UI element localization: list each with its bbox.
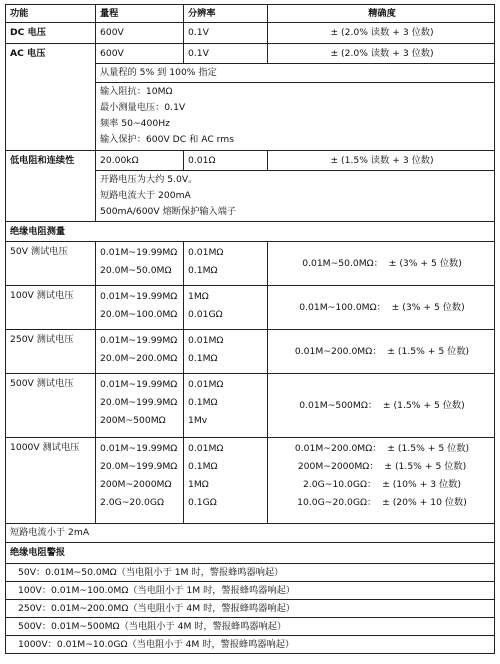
low-resistance-range: 20.00kΩ xyxy=(96,151,184,171)
accuracy-value: ± (1.5% + 5 位数) xyxy=(382,399,465,411)
insulation-range-cell xyxy=(96,286,184,330)
insulation-group-500v xyxy=(6,374,495,438)
insulation-range-cell xyxy=(96,330,184,374)
insulation-range-cell xyxy=(96,374,184,438)
resolution-value: 1MΩ xyxy=(188,479,209,490)
resolution-value: 1Mv xyxy=(188,415,208,426)
low-resistance-note-line: 短路电流大于 200mA xyxy=(100,190,191,201)
test-voltage-label: 50V 测试电压 xyxy=(6,242,96,286)
test-voltage-label: 1000V 测试电压 xyxy=(6,438,96,524)
accuracy-range: 0.01M~200.0MΩ： xyxy=(294,443,382,454)
insulation-accuracy-cell xyxy=(268,286,495,330)
ac-voltage-range: 600V xyxy=(96,44,184,64)
accuracy-line xyxy=(272,458,492,476)
range-value: 20.0M~199.9MΩ xyxy=(100,397,178,408)
dc-voltage-range: 600V xyxy=(96,23,184,44)
insulation-resolution-cell xyxy=(184,242,268,286)
alarm-item: 1000V：0.01M~10.0GΩ（当电阻小于 4M 时，警报蜂鸣器响起） xyxy=(6,636,495,654)
low-resistance-note-line: 500mA/600V 熔断保护输入端子 xyxy=(100,206,237,217)
alarm-row xyxy=(6,564,495,582)
insulation-accuracy-cell xyxy=(268,438,495,524)
insulation-group-100v xyxy=(6,286,495,330)
range-value: 200M~500MΩ xyxy=(100,415,166,426)
header-range: 量程 xyxy=(96,5,184,23)
range-value: 0.01M~19.99MΩ xyxy=(100,335,178,346)
accuracy-range: 0.01M~50.0MΩ： xyxy=(302,257,383,269)
header-function: 功能 xyxy=(6,5,96,23)
ac-voltage-accuracy: ± (2.0% 读数 + 3 位数) xyxy=(268,44,495,64)
header-accuracy: 精确度 xyxy=(268,5,495,23)
resolution-value: 0.01MΩ xyxy=(188,335,224,346)
ac-note-line: 输入阻抗：10MΩ xyxy=(100,86,173,97)
accuracy-line xyxy=(272,476,492,494)
dc-voltage-row xyxy=(6,23,495,44)
accuracy-value: ± (20% + 10 位数) xyxy=(382,497,467,508)
ac-note-line: 输入保护：600V DC 和 AC rms xyxy=(100,134,235,145)
accuracy-range: 0.01M~500MΩ： xyxy=(299,399,378,411)
insulation-range-cell xyxy=(96,242,184,286)
alarm-item: 50V：0.01M~50.0MΩ（当电阻小于 1M 时，警报蜂鸣器响起） xyxy=(6,564,495,582)
alarm-item: 250V：0.01M~200.0MΩ（当电阻小于 4M 时，警报蜂鸣器响起） xyxy=(6,600,495,618)
alarm-item: 500V：0.01M~500MΩ（当电阻小于 4M 时，警报蜂鸣器响起） xyxy=(6,618,495,636)
insulation-range-cell xyxy=(96,438,184,524)
accuracy-line xyxy=(272,255,492,273)
alarm-row xyxy=(6,582,495,600)
alarm-row xyxy=(6,600,495,618)
short-circuit-note: 短路电流小于 2mA xyxy=(6,524,495,543)
accuracy-range: 2.0G~10.0GΩ： xyxy=(303,479,377,490)
insulation-accuracy-cell xyxy=(268,330,495,374)
insulation-resolution-cell xyxy=(184,286,268,330)
low-resistance-note-line: 开路电压为大约 5.0V。 xyxy=(100,174,198,185)
spec-table xyxy=(5,4,495,654)
low-resistance-row xyxy=(6,151,495,171)
resolution-value: 0.1GΩ xyxy=(188,497,217,508)
alarm-row xyxy=(6,618,495,636)
range-value: 0.01M~19.99MΩ xyxy=(100,443,178,454)
test-voltage-label: 500V 测试电压 xyxy=(6,374,96,438)
insulation-title: 绝缘电阻测量 xyxy=(6,222,495,242)
accuracy-line xyxy=(272,299,492,317)
accuracy-line xyxy=(272,440,492,458)
ac-note-line: 频率 50~400Hz xyxy=(100,118,170,129)
range-value: 20.0M~50.0MΩ xyxy=(100,265,172,276)
resolution-value: 0.01MΩ xyxy=(188,443,224,454)
insulation-resolution-cell xyxy=(184,374,268,438)
alarm-title: 绝缘电阻警报 xyxy=(6,543,495,564)
accuracy-value: ± (1.5% + 5 位数) xyxy=(387,345,470,357)
accuracy-range: 0.01M~200.0MΩ： xyxy=(294,345,382,357)
accuracy-value: ± (1.5% + 5 位数) xyxy=(384,461,467,472)
accuracy-value: ± (3% + 5 位数) xyxy=(391,301,465,313)
range-value: 200M~2000MΩ xyxy=(100,479,172,490)
resolution-value: 0.1MΩ xyxy=(188,353,218,364)
insulation-resolution-cell xyxy=(184,330,268,374)
accuracy-value: ± (1.5% + 5 位数) xyxy=(387,443,470,454)
accuracy-range: 200M~2000MΩ： xyxy=(297,461,379,472)
header-resolution: 分辨率 xyxy=(184,5,268,23)
accuracy-line xyxy=(272,343,492,361)
ac-voltage-resolution: 0.1V xyxy=(184,44,268,64)
low-resistance-notes xyxy=(96,171,495,222)
dc-voltage-accuracy: ± (2.0% 读数 + 3 位数) xyxy=(268,23,495,44)
resolution-value: 0.01MΩ xyxy=(188,379,224,390)
range-value: 2.0G~20.0GΩ xyxy=(100,497,165,508)
alarm-item: 100V：0.01M~100.0MΩ（当电阻小于 1M 时，警报蜂鸣器响起） xyxy=(6,582,495,600)
accuracy-value: ± (3% + 5 位数) xyxy=(388,257,462,269)
insulation-accuracy-cell xyxy=(268,242,495,286)
test-voltage-label: 250V 测试电压 xyxy=(6,330,96,374)
ac-voltage-label: AC 电压 xyxy=(6,44,96,151)
alarm-title-row xyxy=(6,543,495,564)
test-voltage-label: 100V 测试电压 xyxy=(6,286,96,330)
header-row xyxy=(6,5,495,23)
resolution-value: 0.01GΩ xyxy=(188,309,223,320)
accuracy-value: ± (10% + 3 位数) xyxy=(382,479,461,490)
resolution-value: 0.01MΩ xyxy=(188,247,224,258)
ac-voltage-row xyxy=(6,44,495,64)
ac-note-line: 最小测量电压：0.1V xyxy=(100,102,186,113)
resolution-value: 0.1MΩ xyxy=(188,461,218,472)
insulation-group-250v xyxy=(6,330,495,374)
accuracy-line xyxy=(272,494,492,512)
range-value: 0.01M~19.99MΩ xyxy=(100,247,178,258)
insulation-title-row xyxy=(6,222,495,242)
accuracy-range: 0.01M~100.0MΩ： xyxy=(299,301,386,313)
insulation-resolution-cell xyxy=(184,438,268,524)
range-value: 20.0M~100.0MΩ xyxy=(100,309,178,320)
range-value: 0.01M~19.99MΩ xyxy=(100,379,178,390)
insulation-group-1000v xyxy=(6,438,495,524)
insulation-accuracy-cell xyxy=(268,374,495,438)
accuracy-line xyxy=(272,397,492,415)
range-value: 20.0M~200.0MΩ xyxy=(100,353,178,364)
resolution-value: 1MΩ xyxy=(188,291,209,302)
ac-voltage-note1: 从量程的 5% 到 100% 指定 xyxy=(96,64,495,83)
range-value: 0.01M~19.99MΩ xyxy=(100,291,178,302)
insulation-group-50v xyxy=(6,242,495,286)
ac-voltage-note2 xyxy=(96,83,495,151)
accuracy-range: 10.0G~20.0GΩ： xyxy=(297,497,377,508)
short-circuit-row xyxy=(6,524,495,543)
low-resistance-resolution: 0.01Ω xyxy=(184,151,268,171)
low-resistance-accuracy: ± (1.5% 读数 + 3 位数) xyxy=(268,151,495,171)
alarm-row xyxy=(6,636,495,654)
resolution-value: 0.1MΩ xyxy=(188,265,218,276)
dc-voltage-label: DC 电压 xyxy=(6,23,96,44)
low-resistance-label: 低电阻和连续性 xyxy=(6,151,96,222)
range-value: 20.0M~199.9MΩ xyxy=(100,461,178,472)
resolution-value: 0.1MΩ xyxy=(188,397,218,408)
dc-voltage-resolution: 0.1V xyxy=(184,23,268,44)
